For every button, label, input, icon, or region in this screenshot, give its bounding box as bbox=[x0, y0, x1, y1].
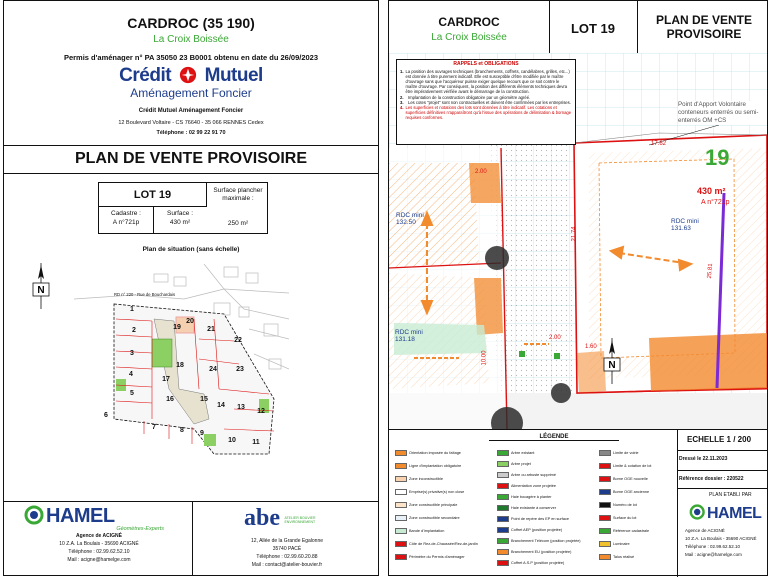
legend-item bbox=[395, 476, 443, 482]
abe-address1: 12, Allée de la Grande Egalonne bbox=[251, 538, 323, 544]
legend-label: Borne OGE nouvelle bbox=[613, 477, 648, 481]
hamel-logo: HAMEL bbox=[689, 504, 761, 523]
plancher-label: Surface plancher maximale : bbox=[213, 187, 263, 202]
brand-mutuel: Mutuel bbox=[204, 65, 263, 86]
legend-item bbox=[497, 494, 552, 500]
cadastre-value: A n°721p bbox=[112, 219, 140, 226]
legend-swatch bbox=[497, 472, 509, 478]
legend-label: Talus réalisé bbox=[613, 555, 635, 559]
legend-swatch bbox=[395, 541, 407, 547]
legend-swatch bbox=[599, 476, 611, 482]
legend-item bbox=[497, 483, 556, 489]
divider bbox=[4, 145, 378, 146]
legend-swatch bbox=[599, 463, 611, 469]
lot-label: 20 bbox=[186, 318, 194, 325]
hamel-logo: HAMEL bbox=[24, 505, 164, 528]
left-sheet bbox=[3, 0, 379, 576]
legend-label: Coffret AEP (position projetée) bbox=[511, 528, 563, 532]
legend-swatch bbox=[497, 461, 509, 467]
legend-swatch bbox=[395, 463, 407, 469]
credit-mutuel-logo bbox=[4, 65, 378, 87]
legend-swatch bbox=[599, 528, 611, 534]
legend-item bbox=[395, 489, 464, 495]
oa-callout: Point d'Apport Volontaire conteneurs enterrés ou semi-enterrés OM +CS bbox=[678, 101, 767, 125]
svg-text:N: N bbox=[608, 360, 616, 371]
company-name: Crédit Mutuel Aménagement Foncier bbox=[138, 108, 244, 114]
legend-label: Zone inconstructible bbox=[409, 477, 443, 481]
divider bbox=[677, 430, 678, 577]
project-subtitle: La Croix Boissée bbox=[431, 32, 507, 43]
legend-label: Numéro de lot bbox=[613, 503, 637, 507]
legend-label: Zone constructible principale bbox=[409, 503, 458, 507]
legend-swatch bbox=[497, 505, 509, 511]
legend-swatch bbox=[497, 516, 509, 522]
lot-area: 430 m² bbox=[697, 186, 726, 196]
hamel-agency: Agence de ACIGNÉ bbox=[685, 528, 725, 533]
legend-item bbox=[497, 516, 569, 522]
company-phone: Téléphone : 02 99 22 91 70 bbox=[156, 130, 226, 136]
legend-item bbox=[497, 461, 531, 467]
legend-label: Haie existante à conserver bbox=[511, 506, 556, 510]
plan-title: PLAN DE VENTE PROVISOIRE bbox=[655, 13, 752, 41]
lot-label: 6 bbox=[104, 412, 108, 419]
legend-item bbox=[497, 538, 581, 544]
company-address: 12 Boulevard Voltaire - CS 76640 - 35 066 RENNES Cedex bbox=[118, 120, 264, 126]
hamel-phone: Téléphone : 02.99.62.52.10 bbox=[68, 549, 130, 555]
plan-title: PLAN DE VENTE PROVISOIRE bbox=[74, 150, 308, 167]
hamel-block bbox=[24, 505, 164, 532]
hamel-mail: Mail : acigne@hamelge.com bbox=[67, 557, 131, 563]
legend-swatch bbox=[497, 538, 509, 544]
hamel-agency: Agence de ACIGNÉ bbox=[76, 533, 122, 539]
legend-item bbox=[599, 541, 630, 547]
legend-label: Orientation imposée du faîtage bbox=[409, 451, 461, 455]
credit-mutuel-icon bbox=[179, 66, 197, 84]
rule-item: 2. Implantation de la construction obligatoire par un géomètre agréé. bbox=[400, 94, 531, 100]
divider bbox=[4, 173, 378, 174]
legend-item bbox=[395, 502, 457, 508]
lot-label: 2 bbox=[132, 327, 136, 334]
legend-item bbox=[599, 554, 634, 560]
legend-item bbox=[497, 472, 556, 478]
rule-item: 1. La position des ouvrages techniques (branchements, coffrets, candélabres, grilles, etc...) est donnée à titre purement indicatif. Elle est susceptible d'être modifiée par le maître d'ouvrage sans que l'acquéreur puisse exiger quelque recours que ce soit contre le maître d'ouvrage. Par conséquent, la position des différents éléments techniques devra être impérativement vérifiée avant le démarrage de la construction. bbox=[400, 69, 570, 95]
dim-label: 2.00 bbox=[475, 169, 487, 175]
hamel-logo-icon bbox=[689, 504, 707, 520]
legend-item bbox=[599, 515, 636, 521]
legend-label: Côte de Rez-de-Chaussée/Rez-de-jardin bbox=[409, 542, 478, 546]
lot-label: 10 bbox=[228, 437, 236, 444]
abe-address2: 35740 PACÉ bbox=[272, 546, 302, 552]
legend-swatch bbox=[497, 527, 509, 533]
legend-item bbox=[599, 528, 649, 534]
legend-label: Arbre ou arbuste supprimé bbox=[511, 473, 556, 477]
town-title: CARDROC bbox=[438, 15, 500, 29]
divider bbox=[677, 450, 767, 451]
abe-phone: Téléphone : 02.99.60.20.88 bbox=[256, 554, 318, 560]
rule-item: 3. Les cotes "projet" sont non contractuelles et doivent être confirmées par les entreprises. bbox=[400, 99, 571, 105]
legend-swatch bbox=[395, 476, 407, 482]
legend-swatch bbox=[395, 502, 407, 508]
lot-label: 7 bbox=[152, 424, 156, 431]
legend-label: Point de repère des EP en surface bbox=[511, 517, 569, 521]
abe-mail: Mail : contact@atelier-bouvier.fr bbox=[251, 562, 323, 568]
legend-swatch bbox=[599, 541, 611, 547]
surface-value: 430 m² bbox=[169, 219, 191, 226]
project-subtitle: La Croix Boissée bbox=[153, 34, 229, 45]
lot-label: 5 bbox=[130, 390, 134, 397]
legend-label: Haie bocagère à planter bbox=[511, 495, 552, 499]
legend-item bbox=[599, 450, 639, 456]
legend-item bbox=[599, 476, 648, 482]
lot-label: 4 bbox=[129, 371, 133, 378]
rdc-level-3: RDC mini 131.18 bbox=[395, 329, 423, 343]
lot-label: 12 bbox=[257, 408, 265, 415]
legend-item bbox=[497, 527, 562, 533]
lot-cadastre: A n°721p bbox=[701, 199, 730, 206]
legend-label: Coffret A.S.P (position projetée) bbox=[511, 561, 565, 565]
legend-label: Périmètre du Permis d'aménager bbox=[409, 555, 465, 559]
lot-label: 21 bbox=[207, 326, 215, 333]
dim-label: 17.62 bbox=[651, 141, 667, 147]
divider bbox=[677, 488, 767, 489]
legend-swatch bbox=[395, 528, 407, 534]
drawn-by-label: PLAN ETABLI PAR bbox=[709, 492, 752, 498]
legend-swatch bbox=[497, 483, 509, 489]
lot-label: 9 bbox=[200, 430, 204, 437]
legend-item bbox=[497, 450, 534, 456]
situation-title: Plan de situation (sans échelle) bbox=[142, 246, 240, 253]
surface-label: Surface : bbox=[166, 210, 193, 217]
legend-label: Bande d'implantation bbox=[409, 529, 445, 533]
plancher-value: 250 m² bbox=[227, 220, 249, 227]
divider bbox=[192, 501, 193, 575]
divider bbox=[677, 470, 767, 471]
legend-area bbox=[389, 429, 767, 577]
lot-label: 11 bbox=[252, 439, 260, 446]
legend-item bbox=[395, 515, 460, 521]
lot-label: 22 bbox=[234, 337, 242, 344]
legend-title: LÉGENDE bbox=[489, 434, 619, 441]
north-arrow-icon bbox=[601, 338, 623, 384]
lot-label: 16 bbox=[166, 396, 174, 403]
hamel-mail: Mail : acigne@hamelge.com bbox=[685, 552, 742, 557]
lot-label: 23 bbox=[236, 366, 244, 373]
legend-swatch bbox=[599, 554, 611, 560]
legend-swatch bbox=[599, 489, 611, 495]
legend-swatch bbox=[395, 515, 407, 521]
legend-swatch bbox=[395, 489, 407, 495]
abe-logo: abe ATELIER BOUVIER ENVIRONNEMENT bbox=[244, 505, 316, 531]
rules-title: RAPPELS et OBLIGATIONS bbox=[453, 61, 519, 67]
legend-item bbox=[497, 560, 564, 566]
legend-swatch bbox=[599, 515, 611, 521]
hamel-logo-icon bbox=[24, 505, 46, 525]
brand-subtitle: Aménagement Foncier bbox=[130, 86, 252, 100]
legend-swatch bbox=[395, 450, 407, 456]
lot-label: 3 bbox=[130, 350, 134, 357]
dim-label: 25.81 bbox=[706, 263, 715, 279]
scale-label: ECHELLE 1 / 200 bbox=[687, 435, 752, 444]
legend-item bbox=[395, 541, 478, 547]
rdc-level-1: RDC mini 131.63 bbox=[671, 218, 699, 232]
hamel-phone: Téléphone : 02.99.62.52.10 bbox=[685, 544, 741, 549]
lot-label: 24 bbox=[209, 366, 217, 373]
lot-info-box bbox=[98, 182, 268, 234]
legend-label: Emprise(s) privative(s) non close bbox=[409, 490, 465, 494]
legend-label: Branchement EU (position projetée) bbox=[511, 550, 572, 554]
legend-swatch bbox=[395, 554, 407, 560]
legend-item bbox=[599, 463, 651, 469]
lot-label: 1 bbox=[130, 306, 134, 313]
legend-swatch bbox=[497, 494, 509, 500]
lot-number: LOT 19 bbox=[570, 21, 616, 36]
town-title: CARDROC (35 190) bbox=[127, 15, 255, 31]
lot-big-number: 19 bbox=[705, 145, 730, 170]
dim-label: 2.00 bbox=[549, 335, 561, 341]
lot-label: 13 bbox=[237, 404, 245, 411]
legend-label: Borne OGE ancienne bbox=[613, 490, 650, 494]
lot-label: 14 bbox=[217, 402, 225, 409]
north-arrow-icon bbox=[30, 263, 52, 309]
lot-label: 17 bbox=[162, 376, 170, 383]
legend-label: Arbre projet bbox=[511, 462, 531, 466]
right-sheet bbox=[388, 0, 768, 576]
legend-label: Zone constructible secondaire bbox=[409, 516, 460, 520]
legend-label: Référence cadastrale bbox=[613, 529, 650, 533]
legend-swatch bbox=[497, 549, 509, 555]
legend-swatch bbox=[497, 560, 509, 566]
lot-label: 18 bbox=[176, 362, 184, 369]
rule-item: 4. Les superficies et notations des lots sont données à titre indicatif. Les cotations et superficies définitives n'apparaîtront qu'à l'issue des opérations de délimitation & bornage requises conformes. bbox=[400, 104, 572, 120]
hamel-tag: Géomètres-Experts bbox=[116, 526, 164, 532]
legend-item bbox=[497, 549, 571, 555]
cadastre-label: Cadastre : bbox=[111, 210, 141, 217]
svg-text:N: N bbox=[37, 285, 45, 296]
file-reference: Référence dossier : 220522 bbox=[679, 476, 744, 482]
hamel-address: 10 Z.A. La Boulais - 35690 ACIGNÉ bbox=[59, 541, 139, 547]
hamel-address: 10 Z.A. La Boulais - 35690 ACIGNÉ bbox=[685, 536, 757, 541]
dim-label: 10.00 bbox=[481, 350, 488, 366]
lot-label: 15 bbox=[200, 396, 208, 403]
legend-item bbox=[395, 554, 465, 560]
lot-label: 19 bbox=[173, 324, 181, 331]
legend-label: Arbre existant bbox=[511, 451, 535, 455]
legend-label: Alimentation zone projetée bbox=[511, 484, 556, 488]
dim-label: 1.60 bbox=[585, 344, 597, 350]
road-label: RD n° 220 - Rue de Bouchardais bbox=[114, 292, 176, 297]
legend-label: Luminaire bbox=[613, 542, 630, 546]
legend-label: Limite de voirie bbox=[613, 451, 639, 455]
divider bbox=[637, 1, 638, 53]
legend-item bbox=[599, 489, 649, 495]
legend-item bbox=[599, 502, 637, 508]
dim-label: 21.74 bbox=[571, 226, 578, 242]
drawn-date: Dressé le 22.11.2023 bbox=[679, 456, 728, 462]
legend-swatch bbox=[599, 450, 611, 456]
legend-item bbox=[395, 463, 461, 469]
legend-label: Branchement Télécom (position projetée) bbox=[511, 539, 581, 543]
legend-swatch bbox=[497, 450, 509, 456]
brand-credit: Crédit bbox=[119, 65, 172, 86]
legend-label: Limite & cotation de lot bbox=[613, 464, 652, 468]
rules-box bbox=[396, 59, 576, 145]
divider bbox=[4, 501, 378, 502]
legend-swatch bbox=[599, 502, 611, 508]
legend-label: Surface du lot bbox=[613, 516, 637, 520]
legend-item bbox=[497, 505, 556, 511]
legend-item bbox=[395, 450, 461, 456]
legend-label: Ligne d'implantation obligatoire bbox=[409, 464, 462, 468]
legend-item bbox=[395, 528, 444, 534]
permit-line: Permis d'aménager n° PA 35050 23 B0001 obtenu en date du 26/09/2023 bbox=[63, 53, 319, 62]
rdc-level-2: RDC mini 132.50 bbox=[396, 212, 424, 226]
lot-number: LOT 19 bbox=[99, 183, 207, 207]
situation-plan bbox=[74, 259, 289, 459]
lot-label: 8 bbox=[180, 427, 184, 434]
